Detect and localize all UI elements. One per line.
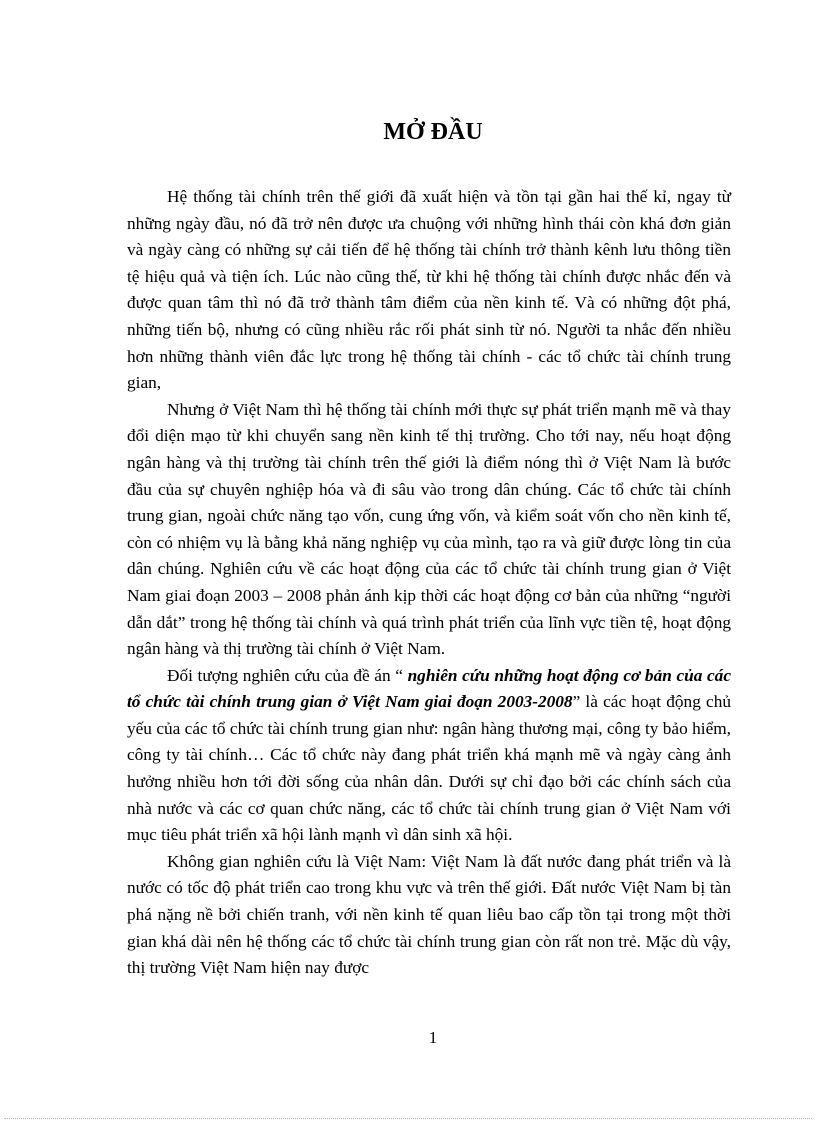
paragraph-4: Không gian nghiên cứu là Việt Nam: Việt Nam là đất nước đang phát triển và là nước có tốc độ phát triển cao trong khu vực và trên thế giới. Đất nước Việt Nam bị tàn phá nặng nề bởi chiến tranh, với nền kinh tế quan liêu bao cấp tồn tại trong một thời gian khá dài nên hệ thống các tổ chức tài chính trung gian còn rất non trẻ. Mặc dù vậy, thị trường Việt Nam hiện nay được xyxy=(127,851,731,978)
page-bottom-border xyxy=(4,1118,812,1119)
paragraph-1: Hệ thống tài chính trên thế giới đã xuất hiện và tồn tại gần hai thế kỉ, ngay từ những ngày đầu, nó đã trở nên được ưa chuộng với những hình thái còn khá đơn giản và ngày càng có những sự cải tiến để hệ thống tài chính trở thành kênh lưu thông tiền tệ hiệu quả và tiện ích. Lúc nào cũng thế, từ khi hệ thống tài chính được nhắc đến và được quan tâm thì nó đã trở thành tâm điểm của nền kinh tế. Và có những đột phá, những tiến bộ, nhưng có cũng nhiều rắc rối phát sinh từ nó. Người ta nhắc đến nhiều hơn những thành viên đắc lực trong hệ thống tài chính - các tổ chức tài chính trung gian, xyxy=(127,187,731,393)
document-body xyxy=(127,184,731,982)
research-topic-emphasis: nghiên cứu những hoạt động cơ bản của các tổ chức tài chính trung gian ở Việt Nam giai đoạn 2003-2008 xyxy=(127,665,731,712)
paragraph-2: Nhưng ở Việt Nam thì hệ thống tài chính mới thực sự phát triển mạnh mẽ và thay đổi diện mạo từ khi chuyển sang nền kinh tế thị trường. Cho tới nay, nếu hoạt động ngân hàng và thị trường tài chính trên thế giới là điểm nóng thì ở Việt Nam là bước đầu của sự chuyên nghiệp hóa và đi sâu vào trong dân chúng. Các tổ chức tài chính trung gian, ngoài chức năng tạo vốn, cung ứng vốn, và kiểm soát vốn cho nền kinh tế, còn có nhiệm vụ là bằng khả năng nghiệp vụ của mình, tạo ra và giữ được lòng tin của dân chúng. Nghiên cứu về các hoạt động của các tổ chức tài chính trung gian ở Việt Nam giai đoạn 2003 – 2008 phản ánh kịp thời các hoạt động cơ bản của những “người dẫn dắt” trong hệ thống tài chính và quá trình phát triển của lĩnh vực tiền tệ, hoạt động ngân hàng và thị trường tài chính ở Việt Nam. xyxy=(127,399,731,659)
page-title: MỞ ĐẦU xyxy=(383,119,483,145)
paragraph-3 xyxy=(127,663,731,849)
paragraph-3-lead: Đối tượng nghiên cứu của đề án “ xyxy=(167,665,408,685)
page-number: 1 xyxy=(428,1028,438,1047)
paragraph-3-rest: ” là các hoạt động chủ yếu của các tổ chức tài chính trung gian như: ngân hàng thương mại, công ty bảo hiểm, công ty tài chính… Các tổ chức này đang phát triển khá mạnh mẽ và ngày càng ảnh hưởng nhiều hơn tới đời sống của nhân dân. Dưới sự chỉ đạo bởi các chính sách của nhà nước và các cơ quan chức năng, các tổ chức tài chính trung gian ở Việt Nam với mục tiêu phát triển xã hội lành mạnh vì dân sinh xã hội. xyxy=(127,692,731,845)
